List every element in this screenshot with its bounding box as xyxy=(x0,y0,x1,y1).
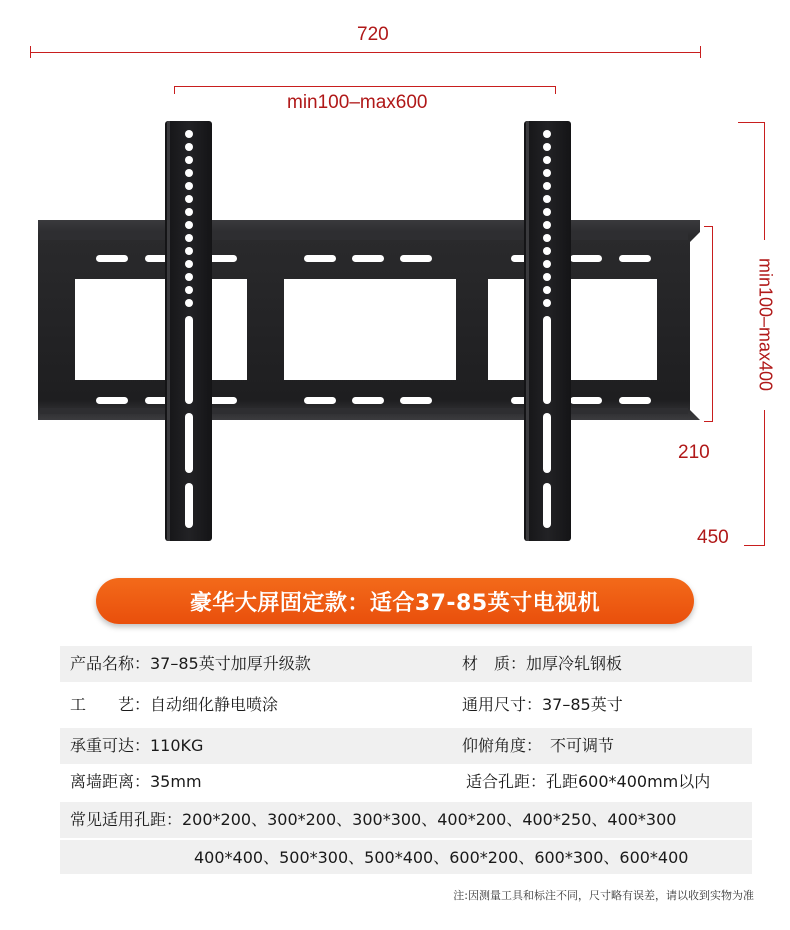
right-vertical-arm xyxy=(524,121,571,541)
arm-height-label: 450 xyxy=(697,527,729,548)
spec-row xyxy=(60,646,752,682)
spec-common-spacing-line2: 400*400、500*300、500*400、600*200、600*300、600*400 xyxy=(194,848,689,867)
spec-load-capacity: 承重可达：110KG xyxy=(70,736,204,755)
product-banner: 豪华大屏固定款：适合37-85英寸电视机 xyxy=(96,578,694,624)
spec-process: 工 艺：自动细化静电喷涂 xyxy=(70,695,279,714)
spec-tilt-angle: 仰俯角度： 不可调节 xyxy=(462,736,615,755)
measurement-footnote: 注:因测量工具和标注不同，尺寸略有误差，请以收到实物为准 xyxy=(453,889,754,902)
spec-material: 材 质：加厚冷轧钢板 xyxy=(462,654,623,673)
left-vertical-arm xyxy=(165,121,212,541)
spec-row xyxy=(60,840,752,874)
wall-plate xyxy=(38,220,700,420)
total-width-label: 720 xyxy=(357,24,389,45)
hole-spacing-horizontal-label: min100–max600 xyxy=(287,92,428,113)
hole-spacing-vertical-label: min100–max400 xyxy=(755,257,776,392)
spec-hole-distance: 适合孔距：孔距600*400mm以内 xyxy=(466,772,711,791)
plate-height-label: 210 xyxy=(678,442,710,463)
spec-row xyxy=(60,764,752,800)
spec-common-spacing-line1: 常见适用孔距：200*200、300*200、300*300、400*200、400*250、400*300 xyxy=(70,810,677,829)
spec-row xyxy=(60,687,752,723)
spec-product-name: 产品名称：37–85英寸加厚升级款 xyxy=(70,654,311,673)
spec-wall-distance: 离墙距离：35mm xyxy=(70,772,202,791)
spec-row xyxy=(60,728,752,764)
spec-universal-size: 通用尺寸：37–85英寸 xyxy=(462,695,623,714)
spec-row xyxy=(60,802,752,838)
